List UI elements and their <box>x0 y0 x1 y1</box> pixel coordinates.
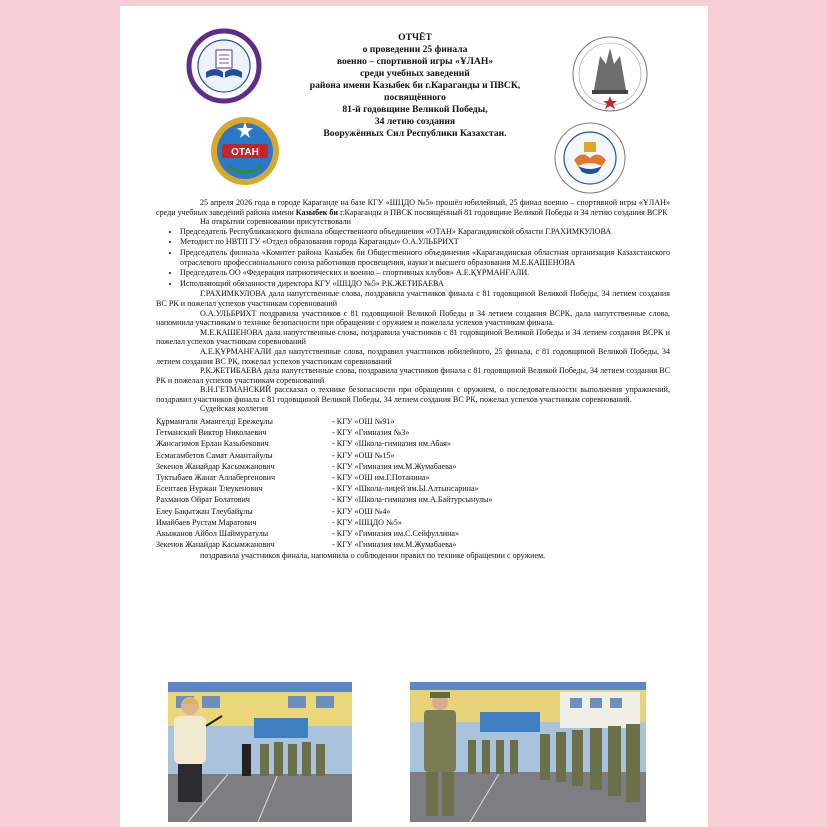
list-item: • Методист по НВТП ГУ «Отдел образования города Караганды» О.А.УЛЬБРИХТ <box>180 237 670 247</box>
svg-text:Қарағанды қаласының білім бөлі: Қарағанды қаласының білім бө <box>192 33 257 66</box>
document-page <box>120 6 708 827</box>
speech-paragraph: Р.К.ЖЕТИБАЕВА дала напутственные слова, поздравила участников финала с 81 годовщиной Великой Победы, 34 летием создания ВС РК и пожелал успехов участникам соревнований <box>156 366 670 385</box>
judge-name: Зекенов Жанайдар Касымжанович <box>156 540 275 550</box>
table-row <box>156 438 670 449</box>
table-row <box>156 450 670 461</box>
title-line: ОТЧЁТ <box>398 32 432 43</box>
judges-heading: Судейская коллегия <box>200 404 269 414</box>
judge-school: - КГУ «Гимназия им.М.Жумабаева» <box>332 540 457 550</box>
judge-school: - КГУ «Гимназия им.С.Сейфуллина» <box>332 528 460 538</box>
report-body <box>156 198 670 561</box>
judge-name: Құрманғали Амангелді Ережеұлы <box>156 417 273 427</box>
svg-text:ОТАН: ОТАН <box>231 147 259 158</box>
list-item: • Председатель филиала «Комитет района Казыбек би Общественного объединения «Карагандинская областная организация Казахстанского отраслевого профессионального союза работников просвещения, науки и высшего образования М.Е.КАШЕНОВА <box>180 248 670 267</box>
list-item: • Председатель ОО «Федерация патриотических и военно – спортивных клубов» А.Е.ҚҰРМАНҒАЛИ. <box>180 268 670 278</box>
report-title <box>290 32 540 140</box>
judge-name: Рахманов Ойрат Болатович <box>156 495 250 505</box>
table-row <box>156 494 670 505</box>
title-line: среди учебных заведений <box>360 68 470 79</box>
judge-name: Есмагамбетов Самат Амантайулы <box>156 450 273 460</box>
military-memorial-logo <box>570 34 650 114</box>
judge-name: Имайбаев Рустам Маратович <box>156 517 257 527</box>
intro-paragraph: 25 апреля 2026 года в городе Караганде на базе КГУ «ШЦДО №5» прошёл юбилейный, 25 финал военно – спортивной игры «ҰЛАН» среди учебных заведений района имени Казыбек би г.Караганды и ПВСК посвящённый 81 годовщине Великой Победы и 34 летию создания ВСРК <box>156 198 670 217</box>
judge-name: Есентаев Нуржан Тлеукенович <box>156 484 263 494</box>
judge-name: Акыжанов Айбол Шаймуратулы <box>156 528 269 538</box>
table-row <box>156 472 670 483</box>
attendee-list <box>156 227 670 289</box>
speech-paragraph: О.А.УЛЬБРИХТ поздравила участников с 81 годовщиной Великой Победы и 34 летием создания ВСРК, дала напутственные слова, напомнила участникам о технике безопасности при обращении с оружием и пожелала успехов участникам финала. <box>156 308 670 328</box>
judge-school: - КГУ «ОШ №91» <box>332 417 395 427</box>
otan-logo <box>208 114 282 188</box>
title-line: 34 летию создания <box>374 116 456 127</box>
list-item: • Председатель Республиканского филиала общественного объединения «ОТАН» Карагандинской области Г.РАХИМКУЛОВА <box>180 227 670 237</box>
judge-school: - КГУ «Гимназия им.М.Жумабаева» <box>332 461 457 471</box>
table-row <box>156 461 670 472</box>
speech-paragraph: Г.РАХИМКУЛОВА дала напутственные слова, поздравила участников финала с 81 годовщиной Великой Победы, 34 летием создания ВС РК и пожелал успехов участникам соревнований <box>156 289 670 308</box>
judge-school: - КГУ «ОШ №4» <box>332 506 391 516</box>
table-row <box>156 517 670 528</box>
closing-line: поздравила участников финала, напомнила о соблюдении правил по технике обращении с оружием. <box>200 551 546 561</box>
title-line: Вооружённых Сил Республики Казахстан. <box>323 128 507 139</box>
speech-paragraph: М.Е.КАШЕНОВА дала напутственные слова, поздравила участников с 81 годовщиной Великой Победы и 34 летием создания ВСРК и пожелал успехов участникам соревнований <box>156 327 670 347</box>
education-department-logo <box>186 28 262 104</box>
trade-union-logo <box>552 120 628 196</box>
speech-paragraph: В.Н.ГЕТМАНСКИЙ рассказал о технике безопасности при обращении с оружием, о последовательности выполнения упражнений, поздравил участников финала с 81 годовщиной Великой Победы, 34 летием создания ВС РК, пожелал успехов участникам соревнований. <box>156 385 670 404</box>
judge-school: - КГУ «ОШ им.Г.Потанина» <box>332 473 430 482</box>
table-row <box>156 483 670 494</box>
judges-list <box>156 416 670 550</box>
judge-school: - КГУ «Школа-лицей им.Ы.Алтынсарина» <box>332 484 479 494</box>
judge-school: - КГУ «Школа-гимназия им.Абая» <box>332 439 451 449</box>
table-row <box>156 427 670 438</box>
judge-school: - КГУ «ШЦДО №5» <box>332 517 402 527</box>
table-row <box>156 528 670 539</box>
judge-name: Жансагимов Ерлан Казыбекович <box>156 439 269 449</box>
judge-school: - КГУ «Школа-гимназия им.А.Байтурсынулы» <box>332 495 493 505</box>
list-item: • Исполняющий обязанности директора КГУ «ШЦДО №5» Р.К.ЖЕТИБАЕВА <box>180 279 670 289</box>
title-line: района имени Казыбек би г.Караганды и ПВСК, <box>309 80 521 91</box>
title-line: о проведении 25 финала <box>362 44 468 55</box>
speech-paragraph: А.Е.ҚҰРМАНҒАЛИ дал напутственные слова, поздравил участников юбилейного, 25 финала, с 81 годовщиной Великой Победы, 34 летием создания ВС РК, пожелал успехов участникам соревнований <box>156 346 670 366</box>
judge-school: - КГУ «Гимназия №3» <box>332 428 410 438</box>
title-line: военно – спортивной игры «ҰЛАН» <box>336 56 494 67</box>
judge-school: - КГУ «ОШ №15» <box>332 450 395 460</box>
judge-name: Зекенов Жанайдар Касымжанович <box>156 461 275 471</box>
title-line: посвящённого <box>384 92 446 103</box>
event-photo-cadets <box>410 682 646 822</box>
judge-name: Туктыбаев Жанат Аллабергенович <box>156 473 276 482</box>
judge-name: Елеу Бақытжан Тлеубайұлы <box>156 506 253 516</box>
judge-name: Гетманский Виктор Николаевич <box>156 428 267 438</box>
attendance-intro: На открытии соревновании присутствовали <box>200 217 351 227</box>
table-row <box>156 416 670 427</box>
table-row <box>156 539 670 550</box>
title-line: 81-й годовщине Великой Победы, <box>342 104 488 115</box>
table-row <box>156 506 670 517</box>
event-photo-speaker <box>168 682 352 822</box>
